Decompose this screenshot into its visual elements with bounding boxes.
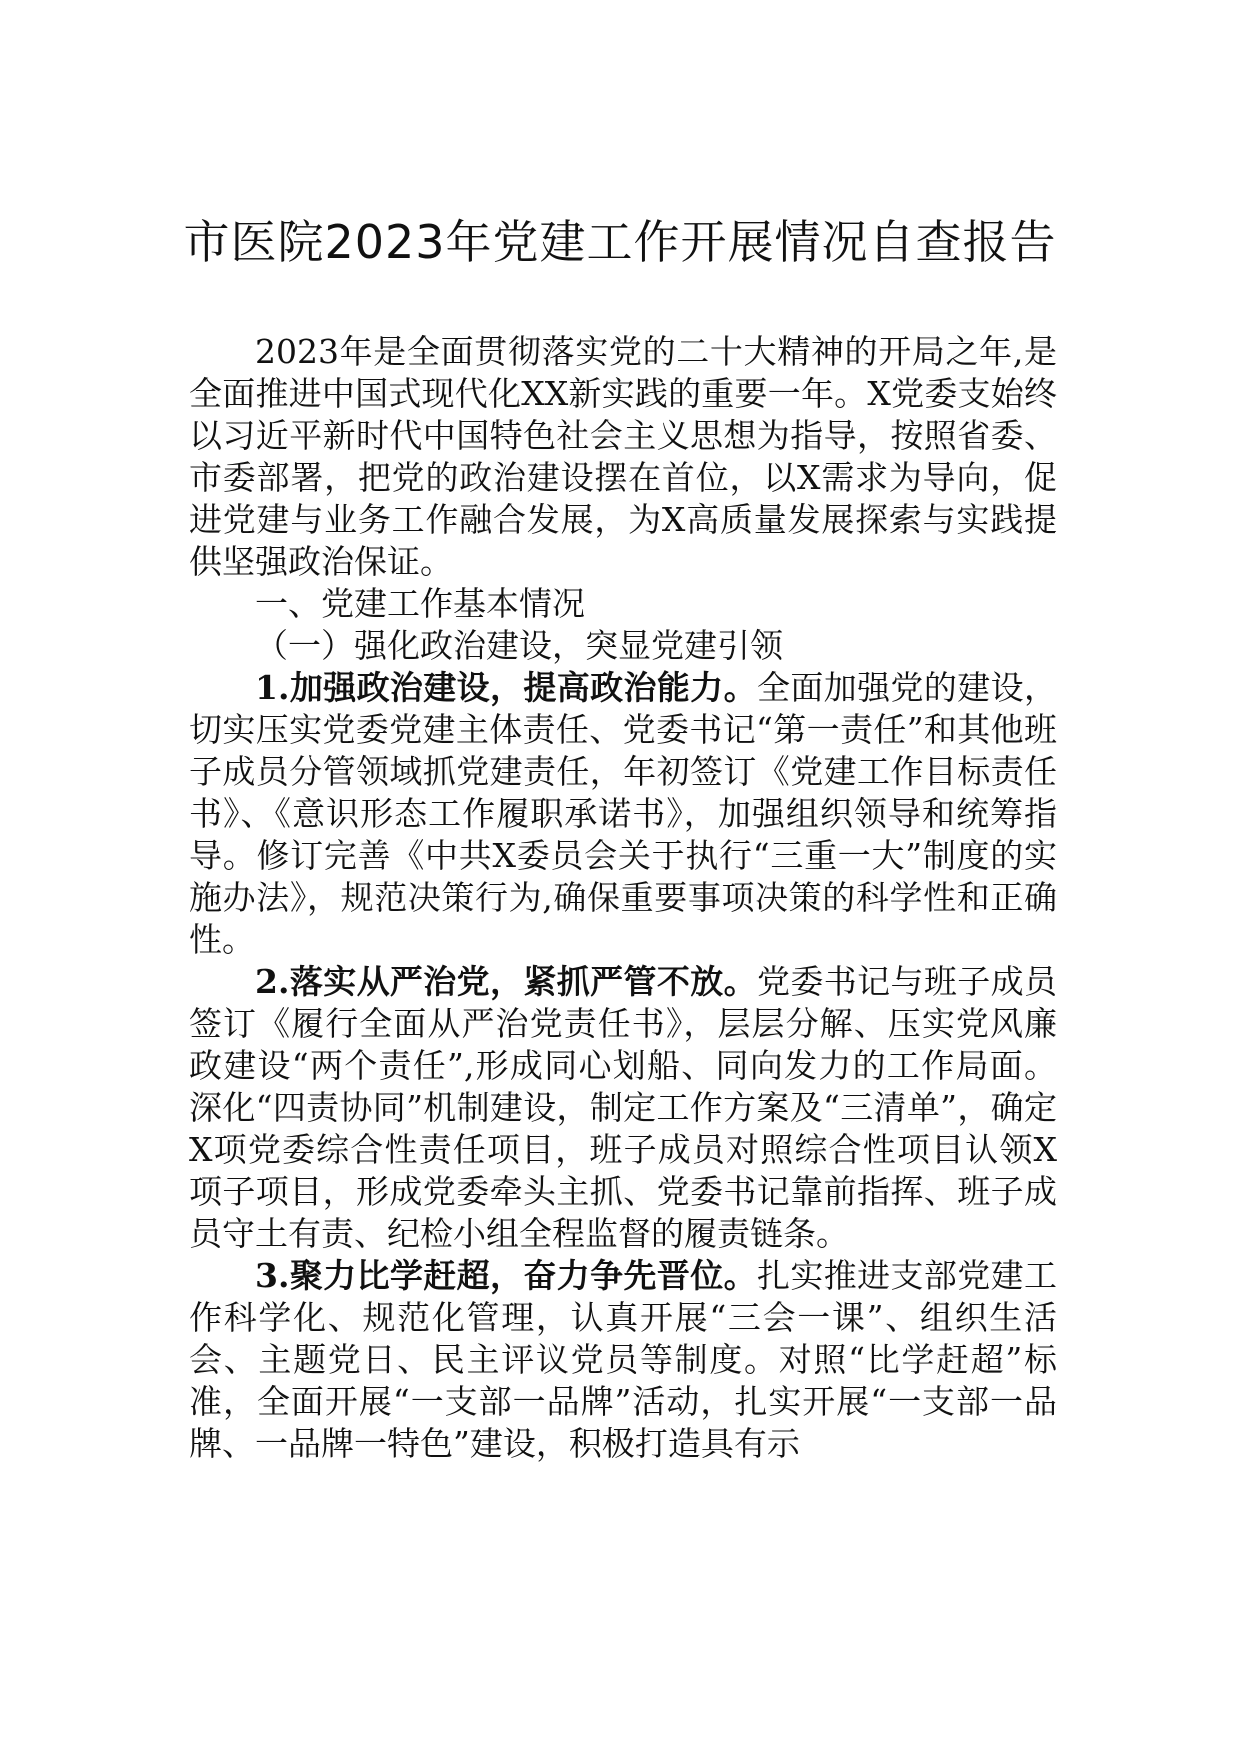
item-text: 扎实推进支部党建工作科学化、规范化管理，认真开展“三会一课”、组织生活会、主题党日、民主评议党员等制度。对照“比学赶超”标准，全面开展“一支部一品牌”活动，扎实开展“一支部一品牌、一品牌一特色”建设，积极打造具有示 [189, 1256, 1058, 1463]
item-lead: 1.加强政治建设，提高政治能力。 [255, 668, 758, 707]
item-lead: 3.聚力比学赶超，奋力争先晋位。 [255, 1256, 758, 1295]
subsection-heading: （一）强化政治建设，突显党建引领 [255, 626, 783, 665]
document-body [189, 331, 1057, 1465]
item-paragraph-1 [189, 667, 1057, 961]
intro-paragraph: 2023年是全面贯彻落实党的二十大精神的开局之年,是全面推进中国式现代化XX新实践的重要一年。X党委支始终以习近平新时代中国特色社会主义思想为指导，按照省委、市委部署，把党的政治建设摆在首位，以X需求为导向，促进党建与业务工作融合发展，为X高质量发展探索与实践提供坚强政治保证。 [189, 332, 1057, 581]
document-title: 市医院2023年党建工作开展情况自查报告 [183, 215, 1057, 269]
item-text: 党委书记与班子成员签订《履行全面从严治党责任书》，层层分解、压实党风廉政建设“两个责任”,形成同心划船、同向发力的工作局面。深化“四责协同”机制建设，制定工作方案及“三清单”，确定X项党委综合性责任项目，班子成员对照综合性项目认领X项子项目，形成党委牵头主抓、党委书记靠前指挥、班子成员守土有责、纪检小组全程监督的履责链条。 [189, 962, 1058, 1253]
section-heading: 一、党建工作基本情况 [255, 584, 585, 623]
item-paragraph-3 [189, 1255, 1057, 1465]
item-lead: 2.落实从严治党，紧抓严管不放。 [255, 962, 758, 1001]
item-text: 全面加强党的建设，切实压实党委党建主体责任、党委书记“第一责任”和其他班子成员分管领域抓党建责任，年初签订《党建工作目标责任书》、《意识形态工作履职承诺书》，加强组织领导和统筹指导。修订完善《中共X委员会关于执行“三重一大”制度的实施办法》，规范决策行为,确保重要事项决策的科学性和正确性。 [189, 668, 1058, 959]
item-paragraph-2 [189, 961, 1057, 1255]
